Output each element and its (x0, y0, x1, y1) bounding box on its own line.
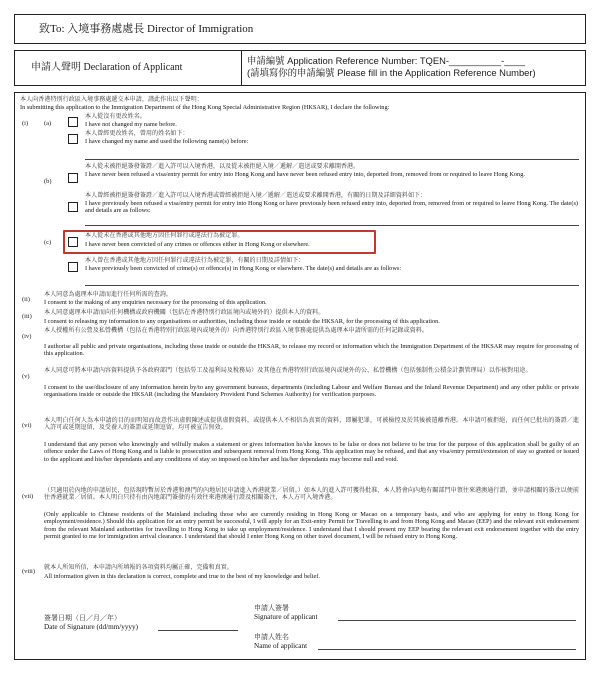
clause-iii-zh: 本人同意處理本申請而向任何機構或政府機關（包括在香港特別行政區境內或境外的）提供本人的資料。 (44, 310, 325, 316)
not-changed-name-en: I have not changed my name before. (85, 121, 177, 128)
addressee-box (14, 14, 586, 44)
previously-refused-checkbox[interactable] (68, 202, 78, 212)
clause-iv-en: I authorise all public and private organisations, including those inside or outside the HKSAR, to release my record or information which the Immigration Department of the HKSAR may require for processing of this application. (44, 343, 579, 358)
signature-en: Signature of applicant (254, 613, 318, 621)
applicant-name-en: Name of applicant (254, 642, 308, 650)
clause-vii-zh: （只適用於內地的申請居民，包括現時暫居於香港和澳門的內地居民申請進入香港就業／居留。）如本人的進入許可獲得批准，本人將會向內地有關部門申領往來港澳通行證，並申請相關的簽注以便前往香港就業／居留。本人明白只持有由內地部門簽發的有效往來港澳通行證及相關簽注，本人方可入境香港。 (44, 488, 579, 502)
clause-iv-zh: 本人授權所有公營及私營機構（包括在香港特別行政區境內或境外的）向香港特別行政區入境事務處提供為處理本申請所需的任何記錄或資料。 (44, 328, 428, 334)
never-refused-checkbox[interactable] (68, 173, 78, 183)
highlight-box (63, 230, 376, 254)
clause-vi-en: I understand that any person who knowingly and wilfully makes a statement or gives information he/she knows to be false or does not believe to be true for the purpose of this application shall be guilty of an offence under the Laws of Hong Kong and is liable to prosecution and subsequent removal from Hong Kong. This application may be refused, and that any visa/entry permit/extension of stay so granted or issued to the applicant and his/her dependants and any conditions of stay so imposed on him/her and his/her dependants may become null and void. (44, 441, 579, 463)
previously-refused-zh: 本人曾經被拒絕簽發簽證／進入許可以入境香港或曾經被拒絕入境／遞解／遣送或要求離開香港，有關的日期及詳細資料如下： (85, 193, 427, 199)
previously-convicted-zh: 本人曾在香港或其他地方因任何罪行或違法行為被定罪，有關的日期及詳情如下： (85, 258, 305, 264)
intro-en: In submitting this application to the Immigration Department of the Hong Kong Special Administrative Region (HKSAR), I declare the following: (20, 104, 390, 111)
previously-convicted-checkbox[interactable] (68, 262, 78, 272)
conviction-details-line[interactable] (85, 285, 579, 286)
clause-v-number: (v) (22, 373, 30, 380)
addressee-text: 致To: 入境事務處處長 Director of Immigration (39, 23, 254, 35)
reference-number-cell[interactable] (242, 51, 585, 85)
intro-zh: 本人向香港特別行政區入境事務處遞交本申請，謹此作出以下聲明： (20, 97, 203, 103)
clause-vi-number: (vi) (22, 422, 32, 429)
previously-refused-en: I have previously been refused a visa/entry permit for entry into Hong Kong or have previously been refused entry into, deported from, removed from or required to leave Hong Kong. The date(s) and details are as follows: (85, 200, 578, 215)
signature-date-line[interactable] (158, 630, 238, 631)
clause-iii-en: I consent to releasing my information to any organisations or authorities, including those inside or outside the HKSAR, for the processing of this application. (44, 318, 440, 325)
item-c-label: (c) (44, 239, 52, 246)
clause-viii-en: All information given in this declaration is correct, complete and true to the best of my knowledge and belief. (44, 573, 320, 580)
item-b-label: (b) (44, 178, 52, 185)
clause-ii-number: (ii) (22, 296, 30, 303)
changed-name-en: I have changed my name and used the following name(s) before: (85, 138, 249, 145)
never-convicted-zh: 本人從未在香港或其他地方因任何罪行或違法行為被定罪。 (85, 233, 244, 239)
not-changed-name-zh: 本人從沒有更改姓名。 (85, 114, 146, 120)
section-i-number: (i) (22, 120, 29, 127)
clause-viii-number: (viii) (22, 568, 35, 575)
clause-iii-number: (iii) (22, 313, 32, 320)
clause-ii-en: I consent to the making of any enquiries necessary for the processing of this application. (44, 299, 267, 306)
reference-number-label: 申請編號 Application Reference Number: TQEN-__________-____ (247, 55, 526, 66)
declaration-title: 申請人聲明 Declaration of Applicant (15, 51, 242, 85)
clause-iv-number: (iv) (22, 333, 32, 340)
item-a-label: (a) (44, 120, 52, 127)
refusal-details-line[interactable] (85, 225, 579, 226)
clause-v-en: I consent to the use/disclosure of any information herein by/to any government bureaux, departments (including Labour and Welfare Bureau and the Inland Revenue Department) and any other public or private organisations inside or outside the HKSAR (including the Mandatory Provident Fund Schemes Authority) for verification purposes. (44, 384, 579, 399)
clause-viii-zh: 就本人所知所信，本申請內所填報的各項資料均屬正確，完備和真實。 (44, 565, 233, 571)
clause-vi-zh: 本人明白任何人為本申請的目的而明知而故意作出虛假陳述或提供虛假資料，或提供本人不相信為真實的資料，即屬犯罪，可被檢控及於其後被遣離香港。本申請可被拒絕，而任何已批出的簽證／進入許可或延期逗留，及受養人的簽證或延期逗留，均可被宣告無效。 (44, 418, 579, 432)
previous-names-line[interactable] (85, 159, 579, 160)
signature-line[interactable] (338, 620, 576, 621)
signature-date-zh: 簽署日期（日／月／年） (44, 614, 121, 622)
signature-zh: 申請人簽署 (254, 604, 289, 612)
never-convicted-en: I have never been convicted of any crimes or offences either in Hong Kong or elsewhere. (85, 241, 310, 248)
never-refused-en: I have never been refused a visa/entry permit for entry into Hong Kong and have never been refused entry into, deported from, removed from or required to leave Hong Kong. (85, 171, 525, 178)
clause-vii-en: (Only applicable to Chinese residents of the Mainland including those who are currently residing in Hong Kong or Macao on a temporary basis, and who are applying for entry to Hong Kong for employment/residence.) Should this application for an entry permit be successful, I will apply for an Exit-entry Permit for Travelling to and from Hong Kong and Macao (EEP) and the relevant exit endorsement from the relevant Mainland authorities for travelling to Hong Kong to take up employment/residence. I understand that I should present my EEP bearing the relevant exit endorsement together with the entry permit granted to me for immigration arrival clearance. I understand that should I enter Hong Kong on other travel document, I will be refused entry to Hong Kong. (44, 511, 579, 540)
signature-date-en: Date of Signature (dd/mm/yyyy) (44, 623, 139, 631)
clause-ii-zh: 本人同意為處理本申請而進行任何所需的查詢。 (44, 292, 172, 298)
previously-convicted-en: I have previously been convicted of crime(s) or offence(s) in Hong Kong or elsewhere. The date(s) and details are as follows: (85, 265, 402, 272)
not-changed-name-checkbox[interactable] (68, 117, 78, 127)
header-box (14, 50, 586, 86)
never-refused-zh: 本人從未被拒絕簽發簽證／進入許可以入境香港，以及從未被拒絕入境／遞解／遣送或要求離開香港。 (85, 164, 360, 170)
changed-name-checkbox[interactable] (68, 134, 78, 144)
clause-vii-number: (vii) (22, 493, 34, 500)
clause-v-zh: 本人同意可將本申請內容資料提供予各政府部門（包括勞工及福利局及稅務局）及其他在香港特別行政區境內或境外的公、私營機構（包括強制性公積金計劃管理局）以作核對用途。 (44, 368, 532, 374)
applicant-name-line[interactable] (318, 649, 576, 650)
changed-name-zh: 本人曾經更改姓名，曾用的姓名如下： (85, 131, 189, 137)
applicant-name-zh: 申請人姓名 (254, 633, 289, 641)
reference-number-hint: (請填寫你的申請編號 Please fill in the Application Reference Number) (247, 67, 536, 78)
